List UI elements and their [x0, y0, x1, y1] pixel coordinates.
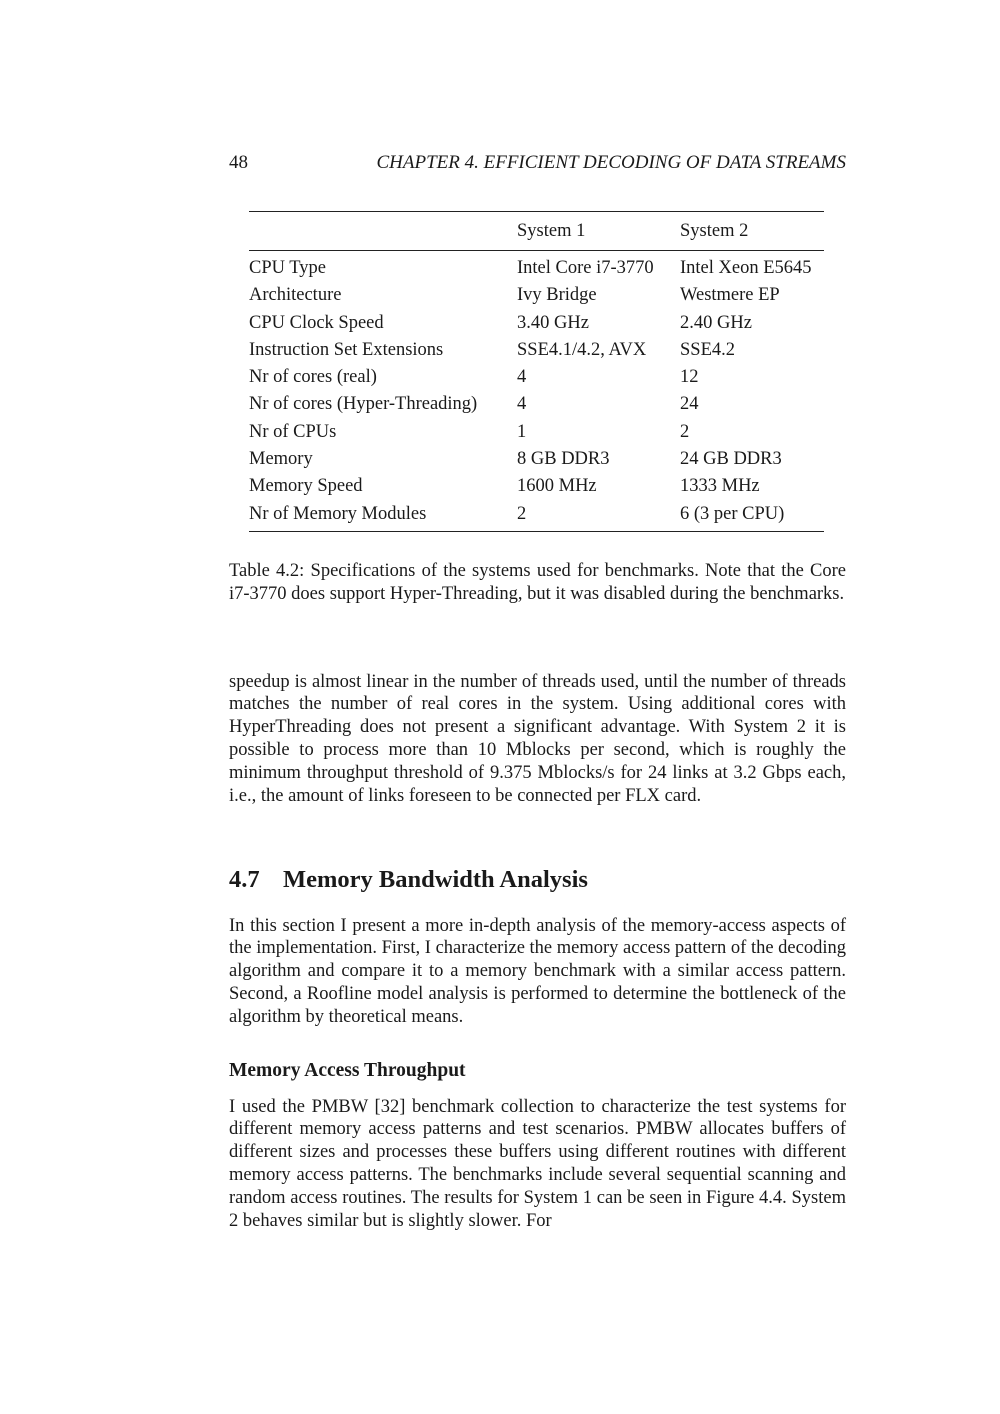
- table-row: [249, 473, 824, 500]
- running-head: [229, 152, 846, 178]
- subsection-heading: Memory Access Throughput: [229, 1059, 466, 1081]
- body-paragraph: I used the PMBW [32] benchmark collection to characterize the test systems for different memory access patterns and test scenarios. PMBW allocates buffers of different sizes and processes these buffers using different routines with different memory access patterns. The benchmarks include several sequential scanning and random access routines. The results for System 1 can be seen in Figure 4.4. System 2 behaves similar but is slightly slower. For: [229, 1096, 846, 1232]
- row-label: Memory: [249, 449, 313, 470]
- row-label: Nr of cores (Hyper-Threading): [249, 394, 478, 415]
- table-row: [249, 364, 824, 391]
- row-label: CPU Clock Speed: [249, 312, 384, 333]
- row-label: Architecture: [249, 285, 342, 306]
- body-paragraph: speedup is almost linear in the number of threads used, until the number of threads matches the number of real cores in the system. Using additional cores with HyperThreading does not present a significant advantage. With System 2 it is possible to process more than 10 Mblocks per second, which is roughly the minimum throughput threshold of 9.375 Mblocks/s for 24 links at 3.2 Gbps each, i.e., the amount of links foreseen to be connected per FLX card.: [229, 671, 846, 807]
- system-1-value: 1600 MHz: [517, 476, 597, 497]
- system-2-value: SSE4.2: [680, 339, 736, 360]
- table-row: [249, 282, 824, 309]
- table-row: [249, 419, 824, 446]
- table-caption: Table 4.2: Specifications of the systems used for benchmarks. Note that the Core i7-3770 does support Hyper-Threading, but it was disabled during the benchmarks.: [229, 560, 846, 604]
- row-label: Nr of Memory Modules: [249, 503, 427, 524]
- system-1-value: SSE4.1/4.2, AVX: [517, 339, 647, 360]
- header-empty: [249, 212, 517, 251]
- section-heading: [229, 866, 588, 894]
- system-1-value: Ivy Bridge: [517, 285, 597, 306]
- section-number: 4.7: [229, 866, 260, 894]
- system-1-value: 8 GB DDR3: [517, 449, 610, 470]
- row-label: Nr of cores (real): [249, 367, 377, 388]
- chapter-title: CHAPTER 4. EFFICIENT DECODING OF DATA STREAMS: [376, 152, 846, 173]
- system-2-value: 12: [680, 367, 699, 388]
- table-row: [249, 501, 824, 532]
- system-2-value: 24 GB DDR3: [680, 449, 782, 470]
- table-header-row: [249, 212, 824, 251]
- system-1-value: 4: [517, 367, 527, 388]
- table-row: [249, 391, 824, 418]
- header-system-2: System 2: [680, 221, 749, 241]
- system-2-value: 2: [680, 421, 690, 442]
- specifications-table: [249, 211, 824, 532]
- system-1-value: 3.40 GHz: [517, 312, 589, 333]
- system-1-value: 2: [517, 503, 527, 524]
- system-2-value: Intel Xeon E5645: [680, 258, 812, 278]
- system-1-value: 4: [517, 394, 527, 415]
- table-row: [249, 251, 824, 283]
- system-2-value: 24: [680, 394, 699, 415]
- system-2-value: Westmere EP: [680, 285, 780, 306]
- page-number: 48: [229, 152, 248, 173]
- system-2-value: 6 (3 per CPU): [680, 503, 785, 524]
- row-label: Nr of CPUs: [249, 421, 337, 442]
- table-row: [249, 446, 824, 473]
- table-row: [249, 337, 824, 364]
- header-system-1: System 1: [517, 221, 586, 241]
- system-2-value: 2.40 GHz: [680, 312, 752, 333]
- system-2-value: 1333 MHz: [680, 476, 760, 497]
- row-label: Instruction Set Extensions: [249, 339, 444, 360]
- system-1-value: Intel Core i7-3770: [517, 258, 654, 278]
- row-label: Memory Speed: [249, 476, 363, 497]
- system-1-value: 1: [517, 421, 527, 442]
- table-row: [249, 310, 824, 337]
- row-label: CPU Type: [249, 258, 326, 278]
- section-title: Memory Bandwidth Analysis: [283, 866, 588, 894]
- body-paragraph: In this section I present a more in-depth analysis of the memory-access aspects of the implementation. First, I characterize the memory access pattern of the decoding algorithm and compare it to a memory benchmark with a similar access pattern. Second, a Roofline model analysis is performed to determine the bottleneck of the algorithm by theoretical means.: [229, 915, 846, 1028]
